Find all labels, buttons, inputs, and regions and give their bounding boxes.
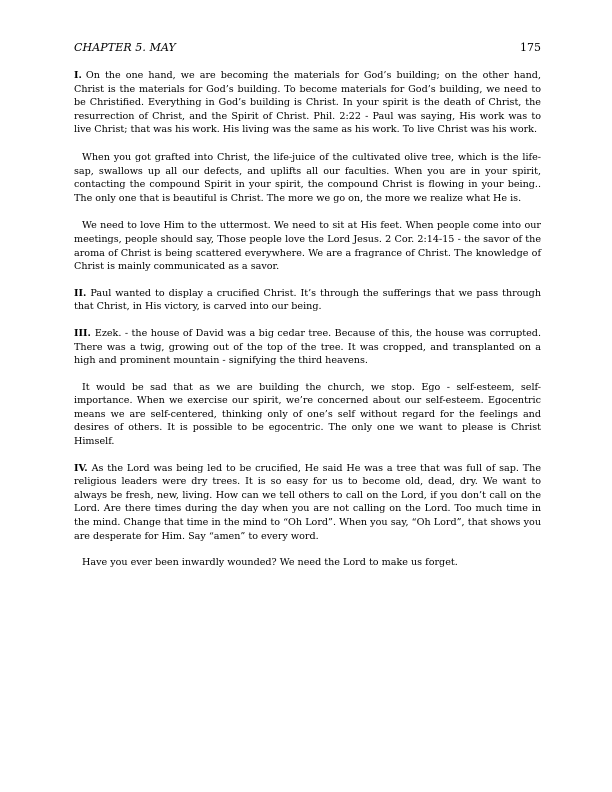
section-number: I.: [74, 70, 82, 81]
paragraph-section-2: [74, 287, 541, 314]
paragraph-text: When you got grafted into Christ, the life-juice of the cultivated olive tree, which is the life-sap, swallows up all our defects, and uplifts all our faculties. When you are in your spirit, contacting the compound Spirit in your spirit, the compound Christ is flowing in your being.. The only one that is beautiful is Christ. The more we go on, the more we realize what He is.: [74, 151, 541, 204]
section-number: III.: [74, 327, 91, 339]
page-number: 175: [520, 41, 541, 54]
paragraph-text: It would be sad that as we are building the church, we stop. Ego - self-esteem, self-importance. When we exercise our spirit, we’re concerned about our self-esteem. Egocentric means we are self-centered, thinking only of one’s self without regard for the feelings and desires of others. It is possible to be egocentric. The only one we want to please is Christ Himself.: [74, 381, 541, 448]
paragraph-section-1: [74, 69, 541, 137]
paragraph-section-4: [74, 462, 541, 544]
paragraph: [74, 219, 541, 273]
section-number: IV.: [74, 462, 88, 474]
document-page: [74, 40, 541, 760]
paragraph: [74, 381, 541, 449]
paragraph: [74, 556, 541, 570]
section-number: II.: [74, 287, 87, 299]
paragraph-section-3: [74, 327, 541, 368]
paragraph-text: Paul wanted to display a crucified Christ. It’s through the sufferings that we pass through that Christ, in His victory, is carved into our being.: [74, 287, 541, 313]
paragraph-text: As the Lord was being led to be crucified, He said He was a tree that was full of sap. The religious leaders were dry trees. It is so easy for us to become old, dead, dry. We want to always be fresh, new, living. How can we tell others to call on the Lord, if you don’t call on the Lord. Are there times during the day when you are not calling on the Lord. Too much time in the mind. Change that time in the mind to “Oh Lord”. When you say, “Oh Lord”, that shows you are desperate for Him. Say “amen” to every word.: [74, 462, 541, 542]
paragraph-text: On the one hand, we are becoming the materials for God’s building; on the other hand, Christ is the materials for God’s building. To become materials for God’s building, we need to be Christified. Everything in God’s building is Christ. In your spirit is the death of Christ, the resurrection of Christ, and the Spirit of Christ. Phil. 2:22 - Paul was saying, His work was to live Christ; that was his work. His living was the same as his work. To live Christ was his work.: [74, 70, 541, 136]
paragraph-text: Ezek. - the house of David was a big cedar tree. Because of this, the house was corrupted. There was a twig, growing out of the top of the tree. It was cropped, and transplanted on a high and prominent mountain - signifying the third heavens.: [74, 327, 541, 367]
paragraph-text: We need to love Him to the uttermost. We need to sit at His feet. When people come into our meetings, people should say, Those people love the Lord Jesus. 2 Cor. 2:14-15 - the savor of the aroma of Christ is being scattered everywhere. We are a fragrance of Christ. The knowledge of Christ is mainly communicated as a savor.: [74, 220, 541, 273]
running-header: [74, 40, 541, 56]
chapter-title: CHAPTER 5. MAY: [74, 41, 176, 54]
paragraph-text: Have you ever been inwardly wounded? We need the Lord to make us forget.: [82, 557, 458, 569]
paragraph: [74, 151, 541, 205]
